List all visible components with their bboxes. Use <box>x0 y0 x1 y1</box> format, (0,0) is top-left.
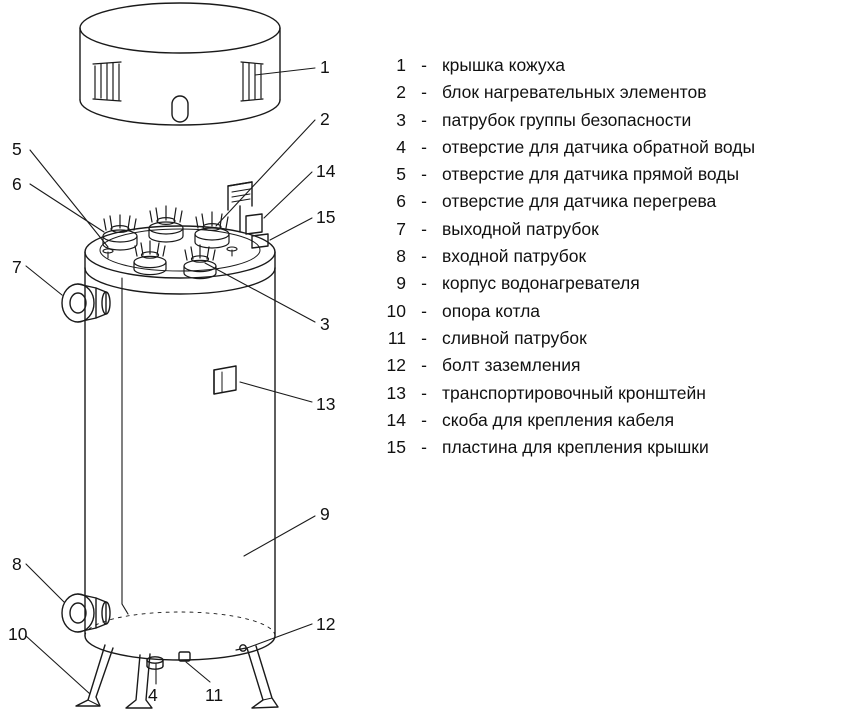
legend-number: 14 <box>386 409 406 430</box>
legend-item-13 <box>372 380 842 407</box>
callout-1: 1 <box>320 57 330 77</box>
callout-4: 4 <box>148 685 158 705</box>
legend-number: 2 <box>396 82 406 103</box>
legend-label: патрубок группы безопасности <box>442 109 692 130</box>
legend-dash: - <box>421 82 427 103</box>
legend-item-12 <box>372 352 842 379</box>
legend-dash: - <box>421 300 427 321</box>
legend-number: 7 <box>396 218 406 239</box>
legend-number: 6 <box>396 191 406 212</box>
legend-dash: - <box>421 273 427 294</box>
callout-9: 9 <box>320 504 330 524</box>
callout-11: 11 <box>205 685 224 705</box>
legend-item-1 <box>372 52 842 79</box>
legend-item-8 <box>372 243 842 270</box>
legend-number: 5 <box>396 164 406 185</box>
legend-label: входной патрубок <box>442 246 587 267</box>
legend-dash: - <box>421 327 427 348</box>
tank-body <box>85 268 275 660</box>
legend-item-5 <box>372 161 842 188</box>
legend-item-3 <box>372 107 842 134</box>
callout-13: 13 <box>316 394 336 414</box>
legend-item-11 <box>372 325 842 352</box>
cover-cap <box>80 3 280 125</box>
callout-8: 8 <box>12 554 22 574</box>
legend-item-2 <box>372 79 842 106</box>
legend-label: крышка кожуха <box>442 55 565 75</box>
legend-dash: - <box>421 409 427 430</box>
legend-number: 15 <box>386 437 406 458</box>
callout-5: 5 <box>12 139 22 159</box>
legend-dash: - <box>421 218 427 239</box>
legend-label: сливной патрубок <box>442 327 587 348</box>
legend-label: пластина для крепления крышки <box>442 437 709 458</box>
legend-label: отверстие для датчика обратной воды <box>442 136 756 157</box>
callout-6: 6 <box>12 174 22 194</box>
legend-dash: - <box>421 437 427 458</box>
support-legs <box>76 645 278 708</box>
callout-2: 2 <box>320 109 330 129</box>
legend-item-15 <box>372 434 842 461</box>
legend-number: 12 <box>386 355 406 376</box>
legend-item-7 <box>372 216 842 243</box>
leader-lines <box>26 68 315 694</box>
legend-number: 4 <box>396 136 406 157</box>
transport-bracket <box>214 366 236 394</box>
legend-number: 13 <box>386 382 406 403</box>
legend-label: выходной патрубок <box>442 218 599 239</box>
legend-item-4 <box>372 134 842 161</box>
legend-dash: - <box>421 55 427 75</box>
legend-item-9 <box>372 270 842 297</box>
legend-number: 10 <box>386 300 406 321</box>
cable-bracket <box>246 214 262 234</box>
legend-label: отверстие для датчика перегрева <box>442 191 717 212</box>
bottom-fittings <box>147 645 246 669</box>
legend-label: транспортировочный кронштейн <box>442 382 706 403</box>
inlet-pipe-flange <box>62 594 110 632</box>
legend-number: 1 <box>396 55 406 75</box>
legend-item-14 <box>372 407 842 434</box>
outlet-pipe-flange <box>62 284 110 322</box>
legend-dash: - <box>421 246 427 267</box>
legend-label: корпус водонагревателя <box>442 273 640 294</box>
legend-label: блок нагревательных элементов <box>442 82 707 103</box>
legend-number: 8 <box>396 246 406 267</box>
legend-item-10 <box>372 298 842 325</box>
legend-label: болт заземления <box>442 355 581 376</box>
callout-14: 14 <box>316 161 336 181</box>
legend-label: опора котла <box>442 300 541 321</box>
legend-label: отверстие для датчика прямой воды <box>442 164 740 185</box>
legend-dash: - <box>421 136 427 157</box>
callout-7: 7 <box>12 257 22 277</box>
callout-10: 10 <box>8 624 28 644</box>
legend-label: скоба для крепления кабеля <box>442 409 675 430</box>
callout-3: 3 <box>320 314 330 334</box>
legend-dash: - <box>421 109 427 130</box>
legend-dash: - <box>421 164 427 185</box>
callout-12: 12 <box>316 614 336 634</box>
legend-dash: - <box>421 355 427 376</box>
legend-number: 9 <box>396 273 406 294</box>
legend-number: 11 <box>387 327 406 348</box>
top-flange <box>85 226 275 294</box>
safety-group-pipe <box>228 182 252 232</box>
legend <box>372 52 842 461</box>
legend-item-6 <box>372 188 842 215</box>
callout-15: 15 <box>316 207 336 227</box>
legend-dash: - <box>421 191 427 212</box>
legend-number: 3 <box>396 109 406 130</box>
legend-dash: - <box>421 382 427 403</box>
